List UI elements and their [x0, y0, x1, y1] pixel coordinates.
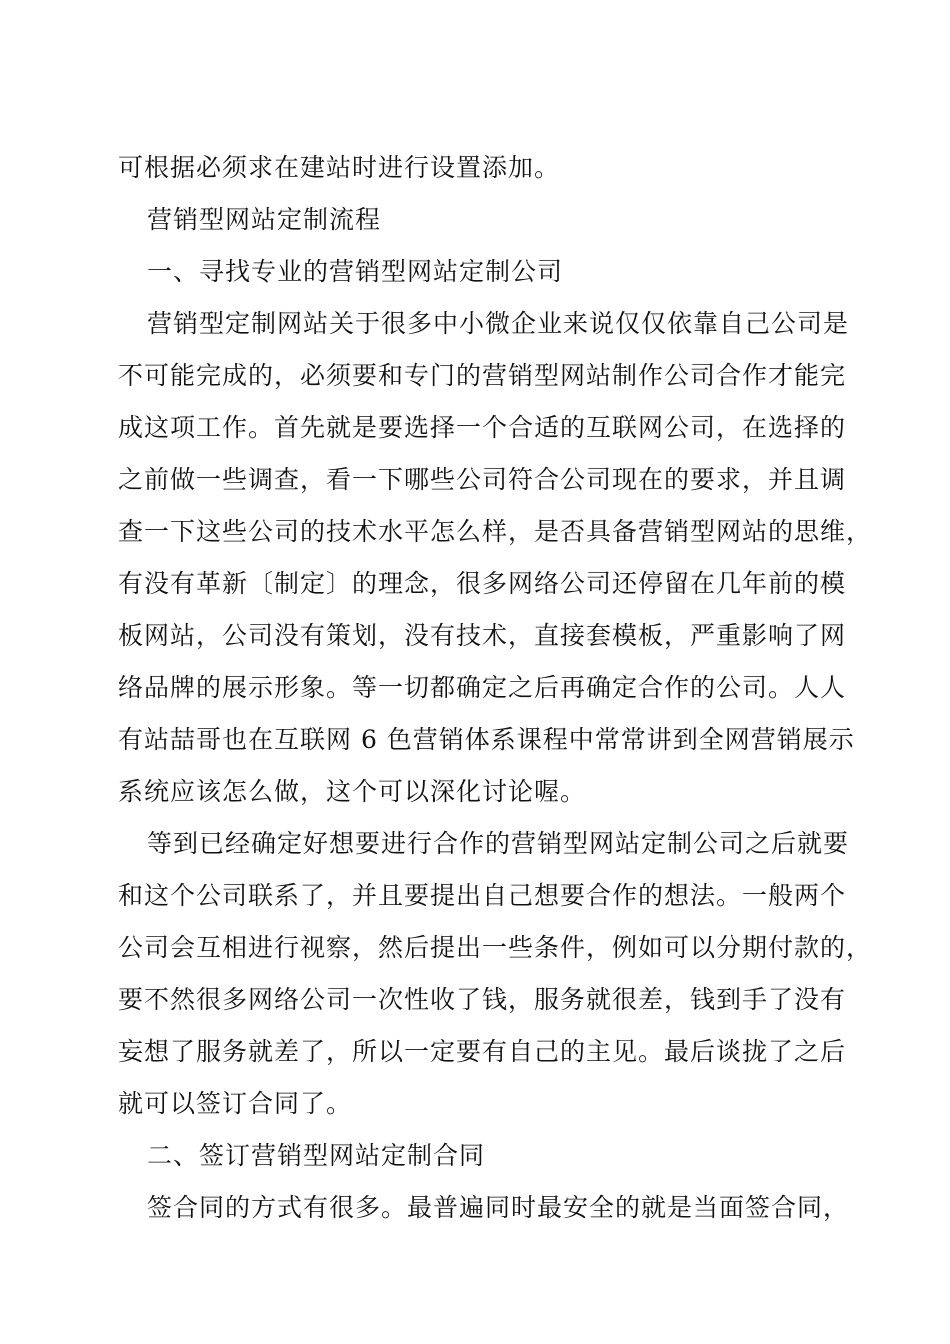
text-line: 要不然很多网络公司一次性收了钱，服务就很差，钱到手了没有: [118, 985, 847, 1014]
subsection-heading: 一、寻找专业的营销型网站定制公司: [147, 257, 564, 286]
text-line: 不可能完成的，必须要和专门的营销型网站制作公司合作才能完: [118, 361, 847, 390]
text-line: 系统应该怎么做，这个可以深化讨论喔。: [118, 777, 587, 806]
text-line: 等到已经确定好想要进行合作的营销型网站定制公司之后就要: [147, 829, 850, 858]
text-line: 签合同的方式有很多。最普遍同时最安全的就是当面签合同，: [147, 1193, 850, 1222]
text-line: 可根据必须求在建站时进行设置添加。: [118, 153, 561, 182]
text-line: 板网站，公司没有策划，没有技术，直接套模板，严重影响了网: [118, 621, 847, 650]
text-line: 公司会互相进行视察，然后提出一些条件，例如可以分期付款的，: [118, 933, 873, 962]
text-line: 络品牌的展示形象。等一切都确定之后再确定合作的公司。人人: [118, 673, 847, 702]
text-line: 就可以签订合同了。: [118, 1089, 353, 1118]
text-line: 和这个公司联系了，并且要提出自己想要合作的想法。一般两个: [118, 881, 847, 910]
document-body: [118, 150, 873, 1242]
text-line: 之前做一些调查，看一下哪些公司符合公司现在的要求，并且调: [118, 465, 847, 494]
text-line: 有站喆哥也在互联网 6 色营销体系课程中常常讲到全网营销展示: [118, 725, 855, 754]
text-line: 妄想了服务就差了，所以一定要有自己的主见。最后谈拢了之后: [118, 1037, 847, 1066]
text-line: 成这项工作。首先就是要选择一个合适的互联网公司，在选择的: [118, 413, 847, 442]
text-line: 营销型定制网站关于很多中小微企业来说仅仅依靠自己公司是: [147, 309, 850, 338]
subsection-heading: 二、签订营销型网站定制合同: [147, 1141, 486, 1170]
text-line: 查一下这些公司的技术水平怎么样，是否具备营销型网站的思维，: [118, 517, 873, 546]
text-line: 有没有革新〔制定〕的理念，很多网络公司还停留在几年前的模: [118, 569, 847, 598]
section-heading: 营销型网站定制流程: [147, 205, 382, 234]
